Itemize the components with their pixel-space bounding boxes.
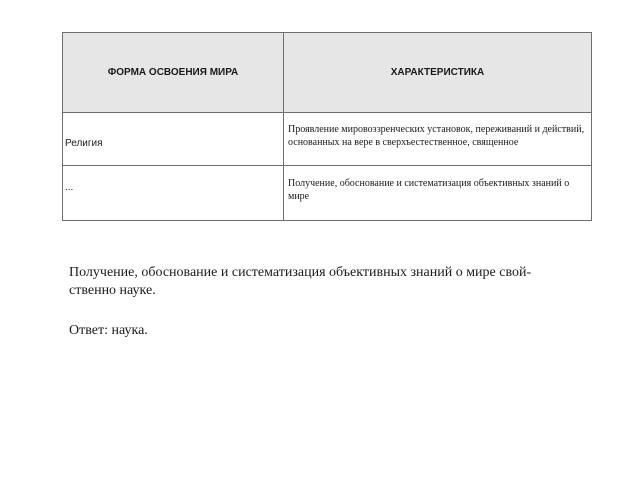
characteristics-table bbox=[62, 32, 592, 221]
explanation-line-2: ственно науке. bbox=[69, 283, 156, 298]
table-cell-characteristic bbox=[284, 166, 592, 221]
table-header-row bbox=[63, 33, 592, 113]
table-row bbox=[63, 166, 592, 221]
answer-text: Ответ: наука. bbox=[69, 323, 148, 338]
explanation-line-1: Получение, обоснование и систематизация объективных знаний о мире свой- bbox=[69, 265, 532, 280]
table-row bbox=[63, 113, 592, 166]
table-cell-form bbox=[63, 113, 284, 166]
header-form: ФОРМА ОСВОЕНИЯ МИРА bbox=[63, 33, 284, 113]
form-unknown: ... bbox=[65, 182, 74, 193]
header-characteristic: ХАРАКТЕРИСТИКА bbox=[284, 33, 592, 113]
table-cell-characteristic bbox=[284, 113, 592, 166]
table-cell-form bbox=[63, 166, 284, 221]
spacer bbox=[69, 300, 599, 322]
explanation-block bbox=[69, 264, 599, 340]
characteristic-religion: Проявление мировоззренческих установок, переживаний и действий, основанных на вере в сверхъестественное, священное bbox=[288, 124, 585, 148]
form-religion: Религия bbox=[65, 138, 103, 149]
characteristic-unknown: Получение, обоснование и систематизация объективных знаний о мире bbox=[288, 178, 570, 202]
